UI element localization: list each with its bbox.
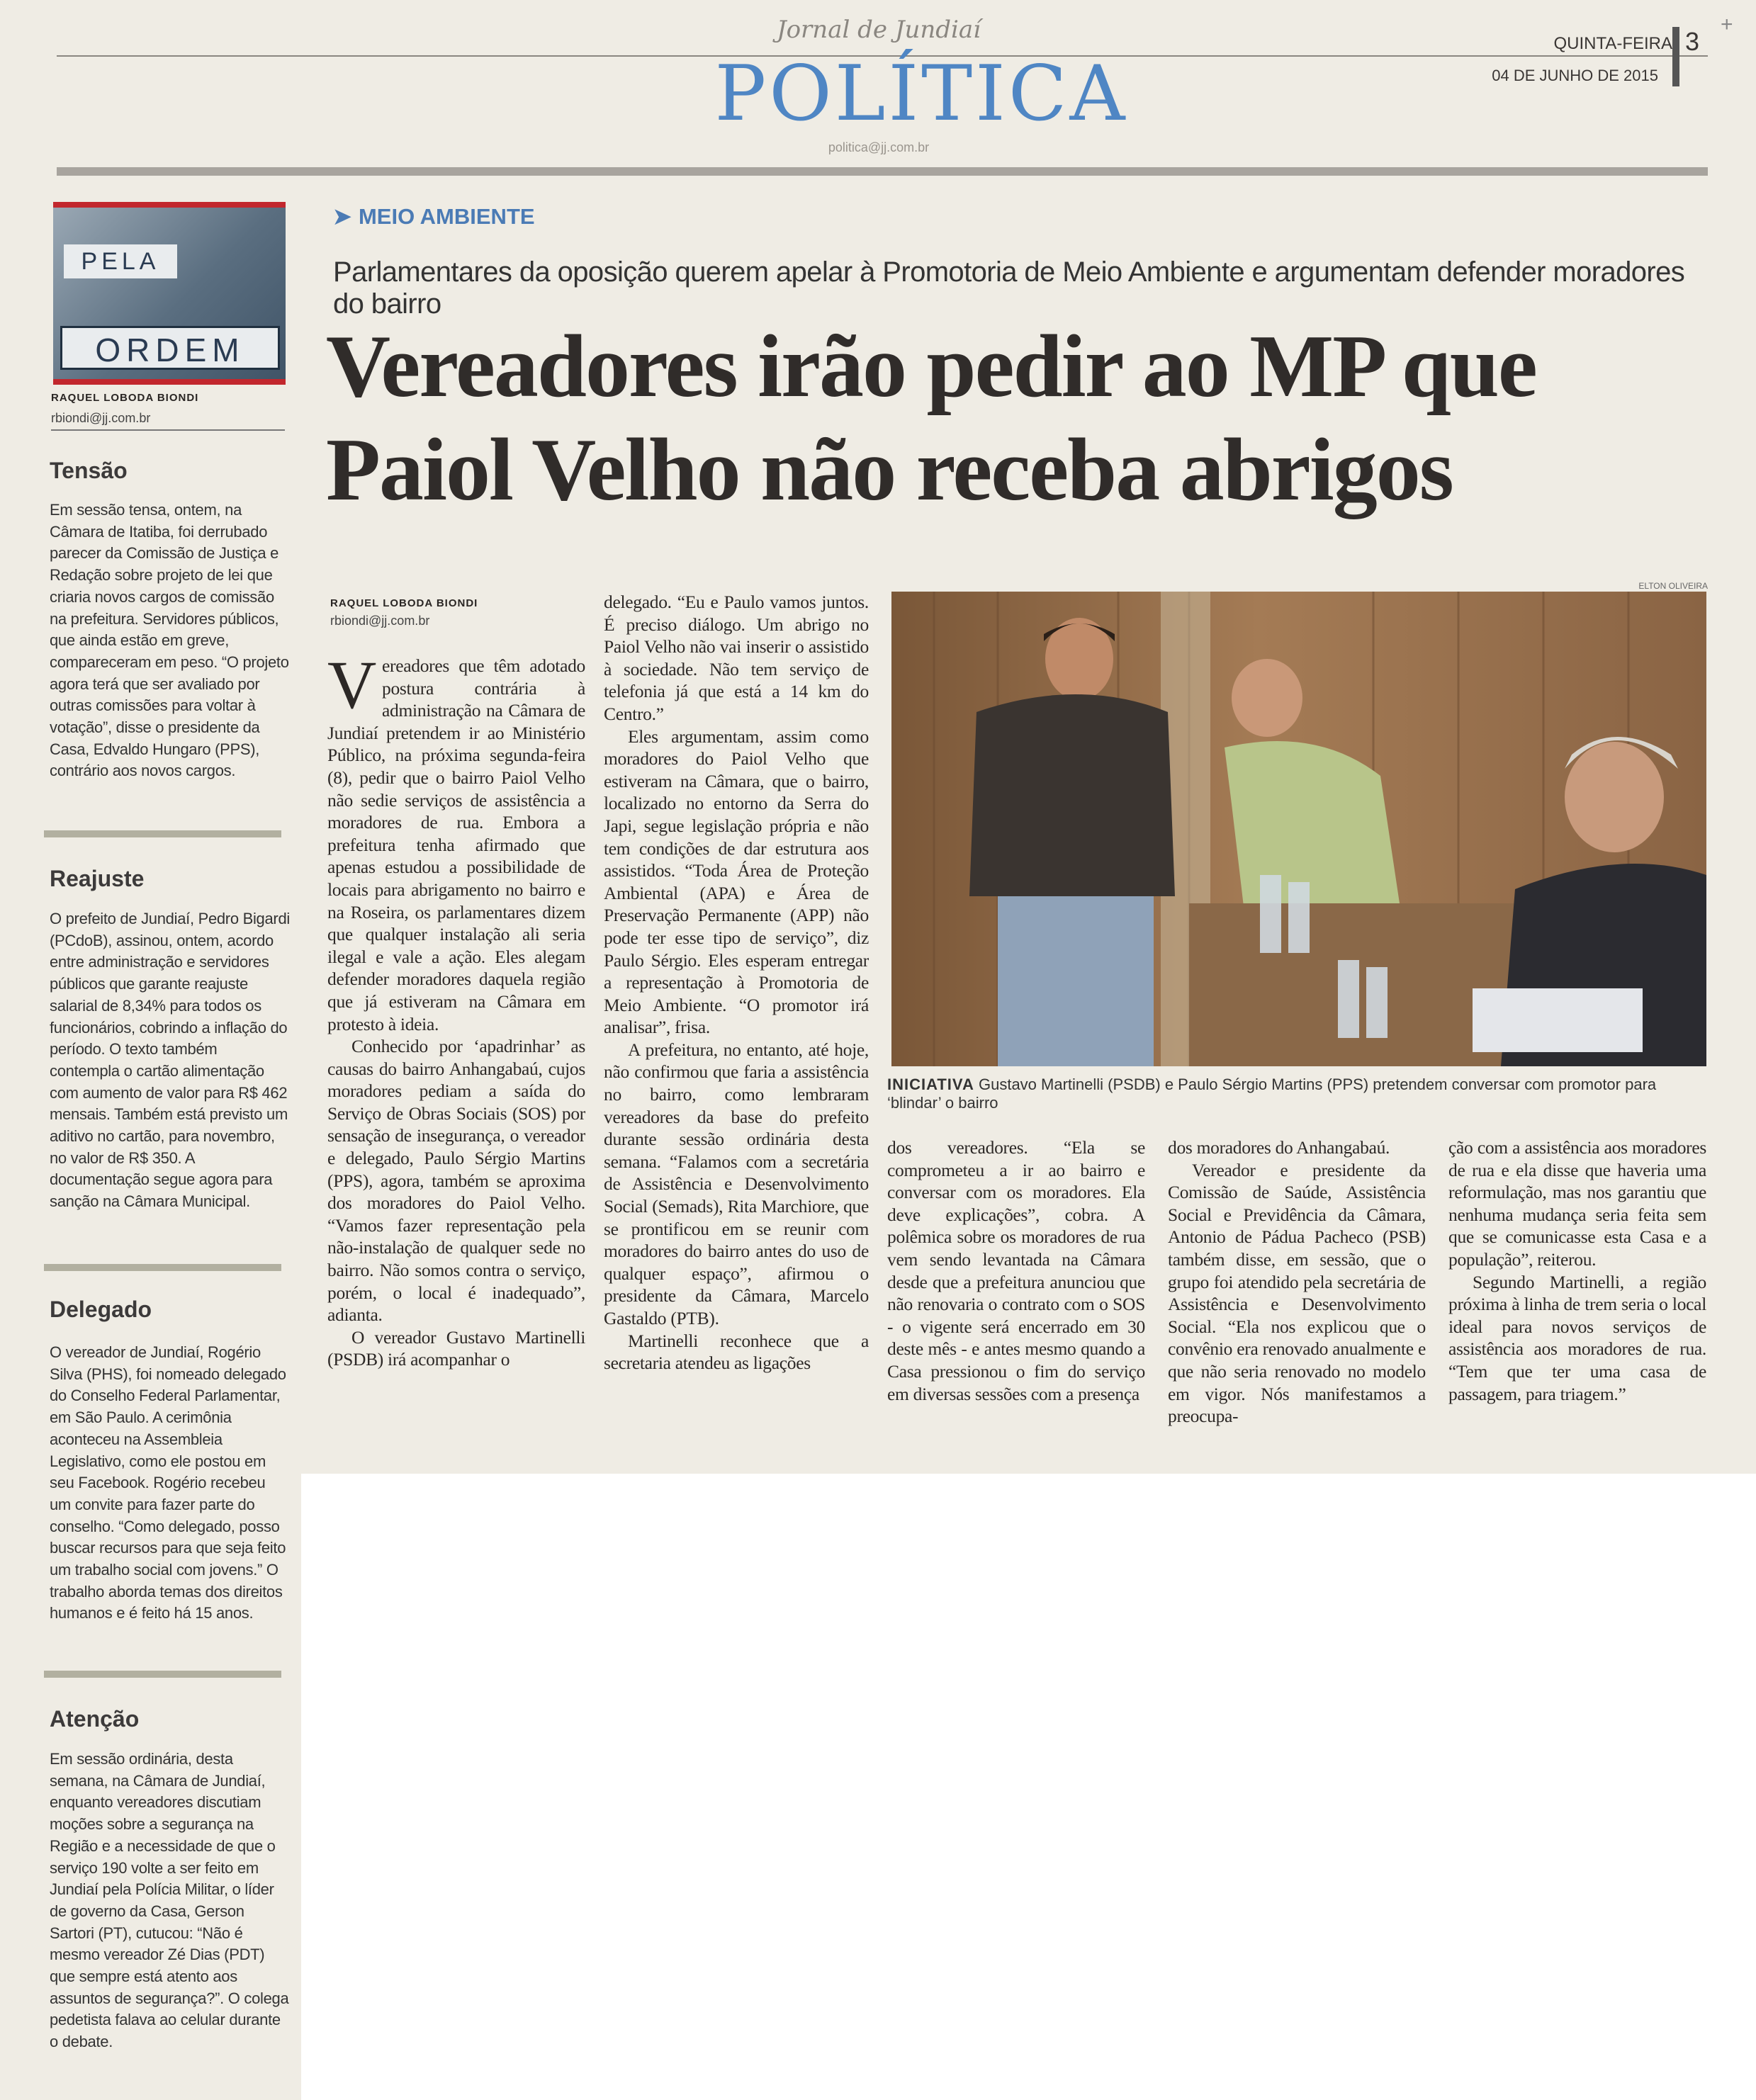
page-number: 3 — [1672, 27, 1715, 86]
article-paragraph: A prefeitura, no entanto, até hoje, não confirmou que faria a assistência no bairro, como lembraram vereadores da base do prefeito durante sessão ordinária desta semana. “Falamos com a secretária de Assistência e Desenvolvimento Social (Semads), Rita Marchiore, que se prontificou em se reunir com moradores do bairro antes do uso de qualquer espaço”, afirmou o presidente da Câmara, Marcelo Gastaldo (PTB). — [604, 1039, 869, 1328]
article-paragraph: Vereadores que têm adotado postura contrária à administração na Câmara de Jundiaí pretendem ir ao Ministério Público, na próxima segunda-feira (8), pedir que o bairro Paiol Velho não sedie serviços de assistência a moradores de rua. Embora a prefeitura tenha afirmado que apenas estudou a possibilidade de locais para abrigamento no bairro e na Roseira, os parlamentares dizem que qualquer instalação ali seria ilegal e vale a ação. Eles alegam defender moradores daquela região que já estiveram na Câmara em protesto à ideia. — [327, 647, 585, 1034]
article-column-1 — [327, 647, 585, 1371]
note-separator — [44, 830, 281, 837]
article-column-4 — [1168, 1136, 1426, 1428]
article-headline — [326, 315, 1715, 522]
note-title: Atenção — [50, 1706, 140, 1732]
column-rule — [51, 429, 285, 431]
column-logo-bottom: ORDEM — [60, 326, 280, 370]
note-separator — [44, 1671, 281, 1678]
section-title: POLÍTICA — [714, 50, 1128, 138]
article-paragraph: delegado. “Eu e Paulo vamos juntos. É preciso diálogo. Um abrigo no Paiol Velho não vai inserir o assistido à sociedade. Não tem serviço de telefonia já que está a 14 km do Centro.” — [604, 592, 869, 724]
note-text: O prefeito de Jundiaí, Pedro Bigardi (PCdoB), assinou, ontem, acordo entre administração e servidores públicos que garante reajuste salarial de 8,34% para todos os funcionários, cobrindo a inflação do período. O texto também contempla o cartão alimentação com aumento de valor para R$ 462 mensais. Também está previsto um aditivo no cartão, para novembro, no valor de R$ 350. A documentação segue agora para sanção na Câmara Municipal. — [50, 910, 290, 1211]
section-email: politica@jj.com.br — [828, 140, 930, 154]
issue-date: 04 DE JUNHO DE 2015 — [1492, 67, 1658, 84]
photo-caption — [887, 1076, 1709, 1112]
article-kicker — [333, 204, 687, 230]
note-title: Reajuste — [50, 866, 145, 891]
note-title: Tensão — [50, 458, 128, 483]
article-subhead: Parlamentares da oposição querem apelar à Promotoria de Meio Ambiente e argumentam defender moradores do bairro — [333, 256, 1685, 320]
article-email: rbiondi@jj.com.br — [330, 614, 430, 628]
section-rule — [57, 167, 1708, 176]
headline-line: Vereadores irão pedir ao MP que — [326, 317, 1536, 416]
article-paragraph: Martinelli reconhece que a secretaria atendeu as ligações — [604, 1330, 869, 1374]
kicker-label: MEIO AMBIENTE — [358, 204, 535, 229]
article-paragraph: ção com a assistência aos moradores de rua e ela disse que haveria uma reformulação, mas nos garantiu que nenhuma mudança seria feita sem que se comunicasse esta Casa e a população”, reiterou. — [1448, 1137, 1706, 1270]
article-paragraph: O vereador Gustavo Martinelli (PSDB) irá acompanhar o — [327, 1326, 585, 1370]
note-text: Em sessão tensa, ontem, na Câmara de Itatiba, foi derrubado parecer da Comissão de Justiça e Redação sobre projeto de lei que criaria novos cargos de comissão na prefeitura. Servidores públicos, que ainda estão em greve, compareceram em peso. “O projeto agora terá que ser avaliado por outras comissões para voltar à votação”, disse o presidente da Casa, Edvaldo Hungaro (PPS), contrário aos novos cargos. — [50, 501, 289, 780]
drop-cap: V — [327, 647, 377, 723]
note-text: Em sessão ordinária, desta semana, na Câmara de Jundiaí, enquanto vereadores discutiam moções sobre a segurança na Região e a necessidade de que o serviço 190 volte a ser feito em Jundiaí pela Polícia Militar, o líder de governo da Casa, Gerson Sartori (PT), cutucou: “Não é mesmo vereador Zé Dias (PDT) que sempre está atento aos assuntos de segurança?”. O colega pedetista falava ao celular durante o debate. — [50, 1750, 289, 2051]
article-column-3 — [887, 1136, 1145, 1405]
article-paragraph: Eles argumentam, assim como moradores do Paiol Velho que estiveram na Câmara, que o bairro, localizado no entorno da Serra do Japi, segue legislação própria e não tem condições de dar estrutura aos assistidos. “Toda Área de Proteção Ambiental (APA) e Área de Preservação Permanente (APP) não pode ter esse tipo de serviço”, diz Paulo Sérgio. Eles esperam entregar a representação à Promotoria de Meio Ambiente. “O promotor irá analisar”, frisa. — [604, 726, 869, 1038]
column-author: RAQUEL LOBODA BIONDI — [51, 392, 199, 404]
article-paragraph: Conhecido por ‘apadrinhar’ as causas do bairro Anhangabaú, cujos moradores pediam a saída do Serviço de Obras Sociais (SOS) por sensação de insegurança, o vereador e delegado, Paulo Sérgio Martins (PPS), agora, também se aproxima dos moradores do Paiol Velho. “Vamos fazer representação pela não-instalação de qualquer sede no bairro. Não somos contra o serviço, porém, o local é inadequado”, adianta. — [327, 1036, 585, 1326]
caption-text: Gustavo Martinelli (PSDB) e Paulo Sérgio Martins (PPS) pretendem conversar com promotor para ‘blindar’ o bairro — [887, 1076, 1657, 1112]
column-email: rbiondi@jj.com.br — [51, 411, 151, 425]
arrow-right-icon: ➤ — [333, 204, 351, 229]
article-paragraph: dos vereadores. “Ela se comprometeu a ir ao bairro e conversar com os moradores. Ela deve explicações”, cobra. A polêmica sobre os moradores de rua vem sendo levantada na Câmara desde que a prefeitura anunciou que não renovaria o contrato com o SOS - o vigente será encerrado em 30 deste mês - e antes mesmo quando a Casa pressionou o fim do serviço em diversas sessões com a presença — [887, 1137, 1145, 1404]
article-photo — [891, 592, 1706, 1066]
registration-mark-icon: + — [1721, 13, 1733, 36]
article-author: RAQUEL LOBODA BIONDI — [330, 597, 478, 609]
note-separator — [44, 1264, 281, 1271]
caption-label: INICIATIVA — [887, 1076, 974, 1093]
article-column-5 — [1448, 1136, 1706, 1405]
newspaper-name: Jornal de Jundiaí — [776, 16, 981, 44]
weekday: QUINTA-FEIRA — [1553, 34, 1672, 53]
note-text: O vereador de Jundiaí, Rogério Silva (PHS), foi nomeado delegado do Conselho Federal Parlamentar, em São Paulo. A cerimônia aconteceu na Assembleia Legislativo, como ele postou em seu Facebook. Rogério recebeu um convite para fazer parte do conselho. “Como delegado, posso buscar recursos para que seja feito um trabalho social com jovens.” O trabalho aborda temas dos direitos humanos e é feito há 15 anos. — [50, 1343, 286, 1622]
article-column-2 — [604, 591, 869, 1374]
photo-credit: ELTON OLIVEIRA — [1638, 581, 1708, 591]
photo-illustration — [891, 592, 1706, 1066]
column-logo-top: PELA — [64, 244, 177, 278]
article-paragraph: Segundo Martinelli, a região próxima à linha de trem seria o local ideal para novos serviços de assistência aos moradores de rua. “Tem que ter uma casa de passagem, para triagem.” — [1448, 1271, 1706, 1404]
article-paragraph: dos moradores do Anhangabaú. — [1168, 1137, 1390, 1158]
article-paragraph: Vereador e presidente da Comissão de Saúde, Assistência Social e Previdência da Câmara, Antonio de Pádua Pacheco (PSB) também disse, em sessão, que o grupo foi atendido pela secretária de Assistência e Desenvolvimento Social. “Ela nos explicou que o convênio era renovado anualmente e que não seria renovado no modelo em vigor. Nós manifestamos a preocupa- — [1168, 1159, 1426, 1427]
headline-line: Paiol Velho não receba abrigos — [326, 421, 1453, 519]
note-title: Delegado — [50, 1297, 152, 1322]
